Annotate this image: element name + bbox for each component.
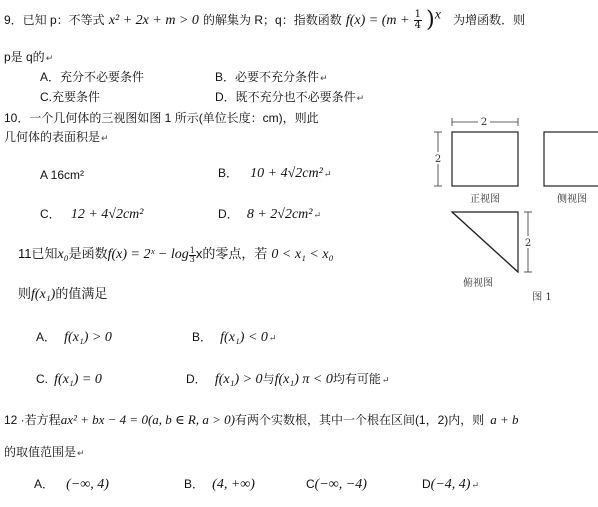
q11-text-c: x的零点，若 (195, 246, 268, 261)
q10-option-d-value: 8 + 2√2cm² (246, 207, 313, 222)
q10-option-b (218, 165, 331, 183)
q11-option-c-value: f(x₁) = 0 (54, 372, 102, 387)
return-mark: ↵ (471, 481, 479, 491)
three-view-figure (430, 112, 598, 302)
q11-option-a-label: A． (36, 330, 57, 344)
q11-option-c-label: C. (36, 372, 48, 386)
q11-option-d-b: 与 (262, 372, 275, 386)
q10-option-c-value: 12 + 4√2cm² (70, 207, 144, 222)
q12-line2-text: 的取值范围是 (4, 445, 77, 459)
q9-option-d (215, 89, 364, 106)
q9-text-b: 的解集为 R；q：指数函数 (203, 13, 342, 27)
return-mark: ↵ (381, 376, 390, 386)
dim-left-label: 2 (434, 154, 442, 165)
q11-option-d-c: f(x₁) π < 0 (274, 372, 333, 387)
q10-option-b-label: B． (218, 166, 239, 180)
q11-condition: 0 < x₁ < x₀ (271, 247, 334, 262)
q9-function-lhs: f(x) = (m + (345, 13, 410, 28)
q12-option-b (184, 476, 255, 493)
return-mark: ↵ (45, 53, 54, 63)
return-mark: ↵ (268, 334, 277, 344)
q12-option-d-value: (−4, 4) (430, 477, 471, 492)
q9-text-c: 为增函数．则 (453, 13, 526, 27)
q11-line2-f: f(x₁) (31, 287, 56, 302)
q12-option-d (422, 476, 479, 494)
q9-option-b-text: B．必要不充分条件 (215, 70, 320, 84)
q11-option-a (36, 329, 112, 346)
q12-line2 (4, 444, 85, 461)
q9-line2 (4, 49, 53, 66)
q9-option-c: C.充要条件 (40, 90, 101, 104)
front-view-label: 正视图 (470, 194, 500, 205)
q12-option-c-label: C (306, 477, 315, 491)
q10-line2 (4, 129, 109, 146)
q9-option-a: A．充分不必要条件 (40, 70, 145, 84)
q12-option-c-value: (−∞, −4) (314, 477, 367, 492)
q11-option-b (192, 329, 276, 347)
top-view-label: 俯视图 (463, 278, 493, 289)
q11-text-b: 是函数 (68, 246, 108, 261)
q12-text-a: 12 ·若方程 (4, 413, 61, 427)
side-view-square (544, 132, 598, 186)
return-mark: ↵ (313, 211, 322, 221)
q9-inequality: x² + 2x + m > 0 (108, 13, 199, 28)
q11-option-d-a: f(x₁) > 0 (214, 372, 263, 387)
q10-option-a: A 16cm² (40, 168, 85, 182)
q11-option-b-value: f(x₁) < 0 (220, 330, 268, 345)
return-mark: ↵ (101, 133, 109, 143)
dim-right-label: 2 (524, 238, 532, 249)
q9-text-a: 9．已知 p：不等式 (4, 13, 105, 27)
return-mark: ↵ (356, 93, 365, 103)
q11-option-c (36, 371, 102, 388)
q10-option-d (218, 206, 321, 224)
q9-stem (4, 7, 526, 33)
q10-line2-text: 几何体的表面积是 (4, 130, 101, 144)
q11-text-a: 11已知 (18, 246, 58, 261)
q10-option-d-label: D． (218, 207, 239, 221)
q12-option-b-label: B． (184, 477, 205, 491)
q11-option-b-label: B． (192, 330, 213, 344)
q11-line2 (18, 286, 107, 303)
q10-line1: 10．一个几何体的三视图如图 1 所示(单位长度：cm)，则此 (4, 111, 319, 125)
side-view-label: 侧视图 (557, 194, 587, 205)
q11-line2-b: 的值满足 (55, 286, 108, 301)
q9-power: x (434, 7, 441, 23)
q12-option-d-label: D (422, 477, 431, 491)
q12-option-a-label: A． (34, 477, 55, 491)
q12-text-b: 有两个实数根，其中一个根在区间(1，2)内，则 (234, 413, 485, 427)
figure-caption: 图 1 (532, 292, 552, 302)
q9-line2-text: p是 q的 (4, 50, 45, 64)
q10-option-b-value: 10 + 4√2cm² (250, 166, 323, 181)
q9-function-rhs: ) (426, 7, 435, 33)
q11-x0: x₀ (57, 247, 69, 262)
q9-option-d-text: D．既不充分也不必要条件 (215, 90, 356, 104)
q10-option-c (40, 206, 143, 223)
q12-option-b-value: (4, +∞) (212, 477, 255, 492)
q11-option-d-d: 均有可能 (332, 372, 381, 386)
return-mark: ↵ (77, 448, 85, 458)
q11-option-d (186, 371, 389, 389)
q11-line2-a: 则 (18, 286, 32, 301)
q12-equation: ax² + bx − 4 = 0(a, b ∈ R, a > 0) (60, 412, 235, 427)
q12-option-a (34, 476, 109, 493)
q9-fraction: $\frac{1}{4}$ (414, 9, 421, 31)
q11-option-a-value: f(x₁) > 0 (64, 330, 112, 345)
front-view-square (452, 132, 518, 186)
q12-option-c (306, 476, 367, 493)
dim-top-label: 2 (480, 117, 488, 128)
q11-function: f(x) = 2ˣ − log (107, 247, 189, 262)
q11-stem (18, 246, 333, 264)
return-mark: ↵ (323, 170, 332, 180)
q10-option-c-label: C． (40, 207, 61, 221)
q9-option-b (215, 69, 328, 86)
return-mark: ↵ (320, 73, 328, 83)
q12-stem (4, 412, 519, 429)
q11-log-base: $\frac{1}{3}$ (189, 245, 195, 264)
q11-option-d-label: D． (186, 372, 207, 386)
q12-a-plus-b: a + b (490, 412, 519, 427)
q12-option-a-value: (−∞, 4) (66, 477, 109, 492)
